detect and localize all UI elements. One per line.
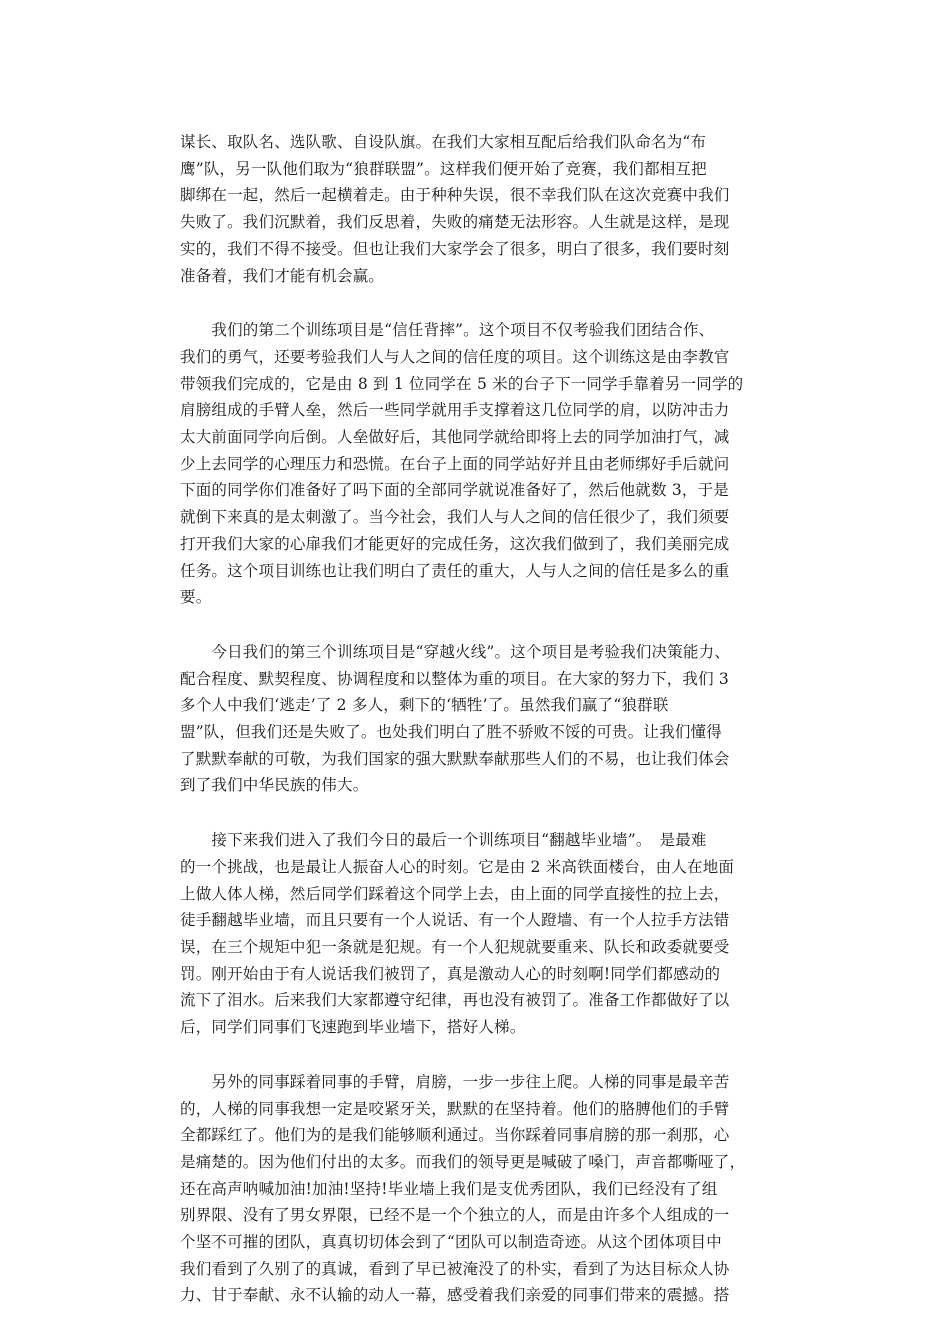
text-line: 多个人中我们‘逃走’了 2 多人，剩下的‘牺牲’了。虽然我们赢了“狼群联: [180, 696, 669, 715]
text-line: 实的，我们不得不接受。但也让我们大家学会了很多，明白了很多，我们要时刻: [180, 239, 730, 258]
text-line: 徒手翻越毕业墙，而且只要有一个人说话、有一个人蹬墙、有一个人拉手方法错: [180, 911, 730, 930]
text-line: 另外的同事踩着同事的手臂，肩膀，一步一步往上爬。人梯的同事是最辛苦: [180, 1072, 730, 1091]
text-line: 就倒下来真的是太刺激了。当今社会，我们人与人之间的信任很少了，我们须要: [180, 508, 730, 527]
text-line: 力、甘于奉献、永不认输的动人一幕，感受着我们亲爱的同事们带来的震撼。搭: [180, 1286, 730, 1305]
text-line: 接下来我们进入了我们今日的最后一个训练项目“翻越毕业墙”。 是最难: [180, 831, 707, 850]
text-line: 还在高声呐喊加油!加油!坚持!毕业墙上我们是支优秀团队，我们已经没有了组: [180, 1179, 718, 1198]
text-line: 打开我们大家的心扉我们才能更好的完成任务，这次我们做到了，我们美丽完成: [180, 534, 730, 553]
text-line: 要。: [180, 588, 212, 607]
paragraph-2: [180, 317, 771, 611]
paragraph-3: [180, 639, 771, 799]
text-line: 我们看到了久别了的真诚，看到了早已被淹没了的朴实，看到了为达目标众人协: [180, 1259, 730, 1278]
document-body: [180, 129, 771, 1337]
text-line: 的，人梯的同事我想一定是咬紧牙关，默默的在坚持着。他们的胳膊他们的手臂: [180, 1099, 730, 1118]
text-line: 带领我们完成的，它是由 8 到 1 位同学在 5 米的台子下一同学手靠着另一同学的: [180, 374, 744, 393]
text-line: 我们的第二个训练项目是“信任背摔”。这个项目不仅考验我们团结合作、: [180, 321, 715, 340]
text-line: 谋长、取队名、选队歌、自设队旗。在我们大家相互配后给我们队命名为“布: [180, 133, 707, 151]
text-line: 任务。这个项目训练也让我们明白了责任的重大，人与人之间的信任是多么的重: [180, 561, 730, 580]
text-line: 误，在三个规矩中犯一条就是犯规。有一个人犯规就要重来、队长和政委就要受: [180, 937, 730, 956]
text-line: 脚绑在一起，然后一起横着走。由于种种失误，很不幸我们队在这次竞赛中我们: [180, 186, 730, 205]
text-line: 今日我们的第三个训练项目是“穿越火线”。这个项目是考验我们决策能力、: [180, 642, 731, 661]
text-line: 盟”队，但我们还是失败了。也处我们明白了胜不骄败不馁的可贵。让我们懂得: [180, 723, 722, 742]
text-line: 下面的同学你们准备好了吗下面的全部同学就说准备好了，然后他就数 3，于是: [180, 481, 729, 500]
text-line: 太大前面同学向后倒。人垒做好后，其他同学就给即将上去的同学加油打气，减: [180, 428, 730, 447]
text-line: 罚。刚开始由于有人说话我们被罚了，真是激动人心的时刻啊!同学们都感动的: [180, 964, 721, 983]
text-line: 后，同学们同事们飞速跑到毕业墙下，搭好人梯。: [180, 1018, 526, 1037]
paragraph-4: [180, 827, 771, 1041]
text-line: 配合程度、默契程度、协调程度和以整体为重的项目。在大家的努力下，我们 3: [180, 669, 729, 688]
text-line: 别界限、没有了男女界限，已经不是一个个独立的人，而是由许多个人组成的一: [180, 1206, 730, 1225]
paragraph-1: [180, 129, 771, 289]
text-line: 上做人体人梯，然后同学们踩着这个同学上去，由上面的同学直接性的拉上去，: [180, 884, 730, 903]
text-line: 个坚不可摧的团队，真真切切体会到了“团队可以制造奇迹。从这个团体项目中: [180, 1233, 722, 1252]
text-line: 我们的勇气，还要考验我们人与人之间的信任度的项目。这个训练这是由李教官: [180, 347, 730, 366]
text-line: 鹰”队，另一队他们取为“狼群联盟”。这样我们便开始了竞赛，我们都相互把: [180, 159, 707, 178]
text-line: 失败了。我们沉默着，我们反思着，失败的痛楚无法形容。人生就是这样，是现: [180, 213, 730, 232]
text-line: 流下了泪水。后来我们大家都遵守纪律，再也没有被罚了。准备工作都做好了以: [180, 991, 730, 1010]
text-line: 准备着，我们才能有机会赢。: [180, 266, 385, 285]
text-line: 是痛楚的。因为他们付出的太多。而我们的领导更是喊破了嗓门，声音都嘶哑了，: [180, 1152, 746, 1171]
text-line: 的一个挑战，也是最让人振奋人心的时刻。它是由 2 米高铁面楼台，由人在地面: [180, 857, 735, 876]
text-line: 肩膀组成的手臂人垒，然后一些同学就用手支撑着这几位同学的肩，以防冲击力: [180, 401, 730, 420]
text-line: 到了我们中华民族的伟大。: [180, 776, 369, 795]
paragraph-5: [180, 1069, 771, 1309]
text-line: 了默默奉献的可敬，为我们国家的强大默默奉献那些人们的不易，也让我们体会: [180, 749, 730, 768]
text-line: 全都踩红了。他们为的是我们能够顺利通过。当你踩着同事肩膀的那一刹那，心: [180, 1126, 730, 1145]
text-line: 少上去同学的心理压力和恐慌。在台子上面的同学站好并且由老师绑好手后就问: [180, 454, 730, 473]
